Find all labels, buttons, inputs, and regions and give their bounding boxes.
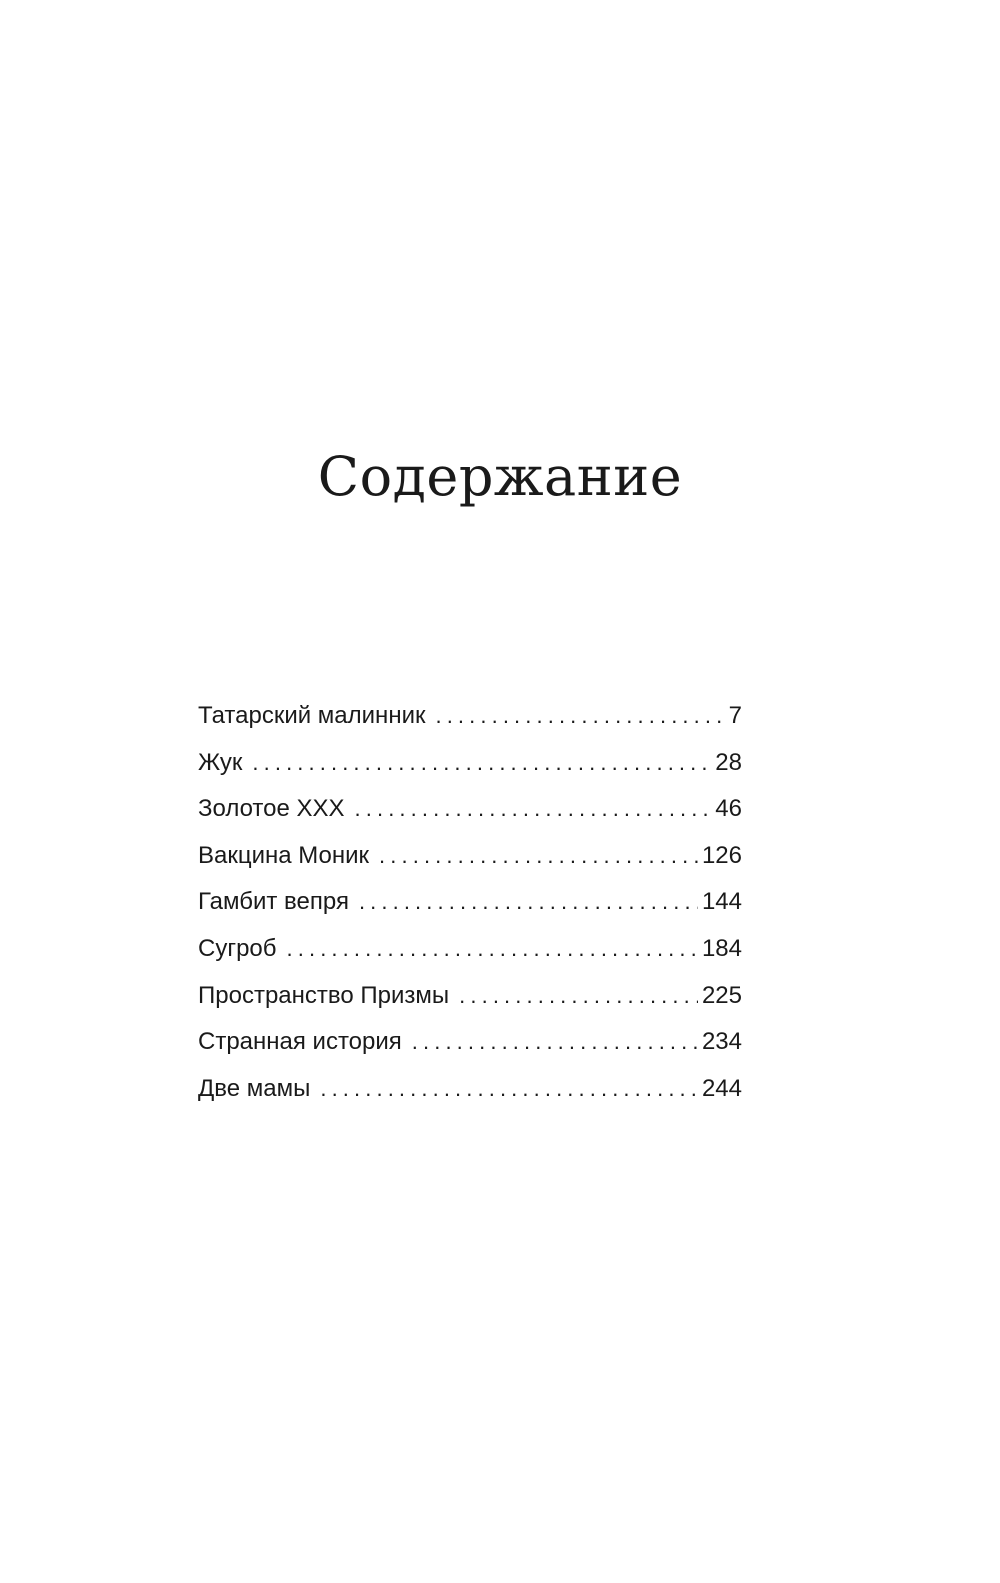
table-of-contents [198,696,742,1115]
toc-dot-leader [359,882,698,922]
toc-entry[interactable] [198,882,742,929]
toc-entry-page: 184 [701,934,742,962]
toc-entry[interactable] [198,1022,742,1069]
toc-entry[interactable] [198,743,742,790]
toc-entry-page: 244 [701,1074,742,1102]
toc-entry-title: Две мамы [198,1074,311,1102]
toc-entry-title: Странная история [198,1028,402,1056]
toc-dot-leader [355,789,712,829]
toc-entry-page: 225 [701,981,742,1009]
toc-entry-title: Сугроб [198,934,277,962]
toc-entry-title: Золотое XXX [198,795,345,823]
toc-dot-leader [435,696,724,736]
toc-dot-leader [287,929,698,969]
toc-entry-title: Гамбит вепря [198,888,349,916]
toc-dot-leader [379,836,698,876]
toc-entry-title: Пространство Призмы [198,981,450,1009]
toc-entry[interactable] [198,696,742,743]
toc-entry-title: Вакцина Моник [198,841,370,869]
toc-entry-page: 144 [701,888,742,916]
toc-entry-page: 7 [728,702,742,729]
toc-entry-page: 28 [715,748,742,776]
toc-entry-title: Жук [198,748,243,776]
toc-dot-leader [412,1022,698,1062]
toc-entry-page: 126 [701,841,742,869]
toc-entry[interactable] [198,789,742,836]
toc-entry[interactable] [198,976,742,1023]
toc-entry[interactable] [198,836,742,883]
toc-dot-leader [252,743,711,783]
page-title: Содержание [317,445,683,508]
toc-entry-page: 234 [701,1028,742,1056]
toc-entry[interactable] [198,1069,742,1116]
toc-dot-leader [320,1069,698,1109]
toc-entry-title: Татарский малинник [198,702,426,729]
toc-entry[interactable] [198,929,742,976]
toc-dot-leader [459,976,698,1016]
toc-entry-page: 46 [715,795,742,823]
